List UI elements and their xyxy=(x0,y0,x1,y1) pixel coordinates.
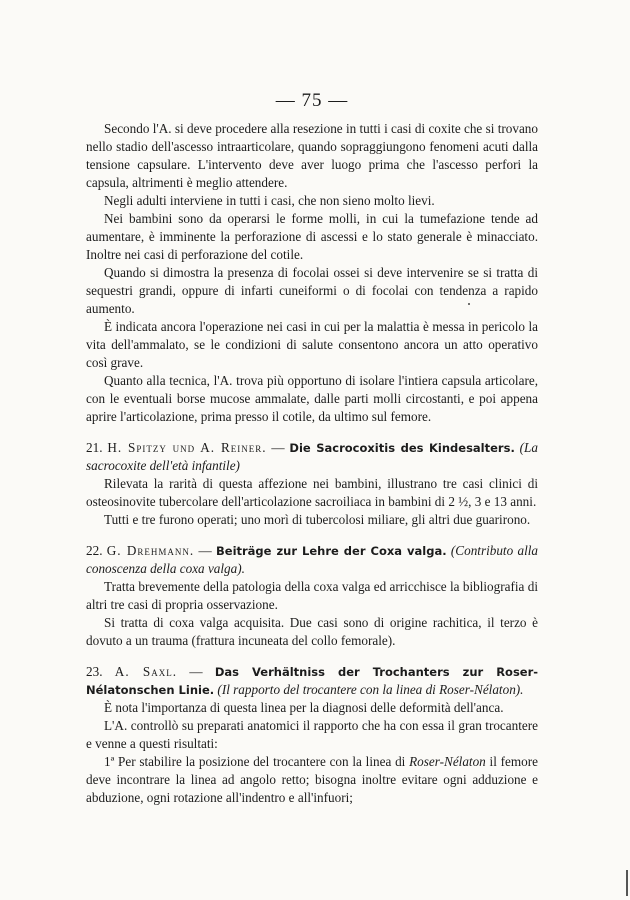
numbered-point xyxy=(86,753,538,807)
paragraph: Tratta brevemente della patologia della coxa valga ed arricchisce la bibliografia di altri tre casi di propria osservazione. xyxy=(86,579,538,612)
entry-authors: G. Drehmann. xyxy=(106,543,195,558)
entry-translation: (La sacrocoxite dell'età infantile) xyxy=(86,440,538,473)
entry-translation: (Contributo alla conoscenza della coxa valga). xyxy=(86,543,538,576)
paragraph: Rilevata la rarità di questa affezione nei bambini, illustrano tre casi clinici di osteosinovite tubercolare dell'articolazione sacroiliaca in bambini di 2 ½, 3 e 13 anni. xyxy=(86,476,538,509)
entry-heading xyxy=(86,663,538,699)
print-speck xyxy=(468,303,470,305)
entry-translation: (Il rapporto del trocantere con la linea di Roser-Nélaton). xyxy=(217,682,524,697)
paragraph: Negli adulti interviene in tutti i casi, che non sieno molto lievi. xyxy=(104,193,435,208)
document-page xyxy=(86,92,538,807)
page-number: — 75 — xyxy=(275,90,349,111)
point-lead: 1ª Per stabilire la posizione del trocantere con la linea di xyxy=(104,754,410,769)
paragraph: Secondo l'A. si deve procedere alla resezione in tutti i casi di coxite che si trovano nello stadio dell'ascesso intraarticolare, quando sopraggiungono fenomeni acuti dalla tensione capsulare. L'intervento deve aver luogo prima che l'ascesso perfori la capsula, altrimenti è meglio attendere. xyxy=(86,121,538,190)
paragraph: Nei bambini sono da operarsi le forme molli, in cui la tumefazione tende ad aumentare, è imminente la perforazione di ascessi e lo stato generale è minacciato. Inoltre nei casi di perforazione del cotile. xyxy=(86,211,538,262)
point-italic: Roser-Nélaton xyxy=(409,754,486,769)
entry-dash: — xyxy=(189,664,203,679)
paragraph: L'A. controllò su preparati anatomici il rapporto che ha con essa il gran trocantere e venne a questi risultati: xyxy=(86,718,538,751)
paragraph: Quanto alla tecnica, l'A. trova più opportuno di isolare l'intiera capsula articolare, con le eventuali borse mucose ammalate, dalle parti molli circostanti, e poi appena aprire l'articolazione, prima presso il cotile, da ultimo sul femore. xyxy=(86,373,538,424)
paragraph: Tutti e tre furono operati; uno morì di tubercolosi miliare, gli altri due guarirono. xyxy=(104,512,531,527)
entry-title: Das Verhältniss der Trochanters zur Roser-Nélatonschen Linie. xyxy=(86,665,539,697)
paragraph: È indicata ancora l'operazione nei casi in cui per la malattia è messa in pericolo la vita dell'ammalato, se le condizioni di salute consentono ancora un atto operativo così grave. xyxy=(86,319,538,370)
entry-heading xyxy=(86,439,538,475)
entry-number: 21. xyxy=(86,440,103,455)
paragraph: Quando si dimostra la presenza di focolai ossei si deve intervenire se si tratta di sequestri grandi, oppure di infarti cuneiformi o di focolai con tendenza a rapido aumento. xyxy=(86,265,538,316)
entry-dash: — xyxy=(271,440,285,455)
point-rest: il femore deve incontrare la linea ad angolo retto; bisogna inoltre evitare ogni adduzione e abduzione, ogni rotazione all'indentro e all'infuori; xyxy=(86,754,538,805)
entry-number: 23. xyxy=(86,664,103,679)
paragraph: È nota l'importanza di questa linea per la diagnosi delle deformità dell'anca. xyxy=(104,700,504,715)
entry-title: Die Sacrocoxitis des Kindesalters. xyxy=(289,441,515,455)
entry-authors: H. Spitzy und A. Reiner. xyxy=(107,440,267,455)
entry-dash: — xyxy=(198,543,212,558)
paragraph: Si tratta di coxa valga acquisita. Due casi sono di origine rachitica, il terzo è dovuto a un trauma (frattura incuneata del collo femorale). xyxy=(86,615,538,648)
entry-number: 22. xyxy=(86,543,103,558)
entry-heading xyxy=(86,542,538,578)
entry-title: Beiträge zur Lehre der Coxa valga. xyxy=(216,544,447,558)
page-edge-mark xyxy=(626,870,628,896)
entry-authors: A. Saxl. xyxy=(114,664,178,679)
